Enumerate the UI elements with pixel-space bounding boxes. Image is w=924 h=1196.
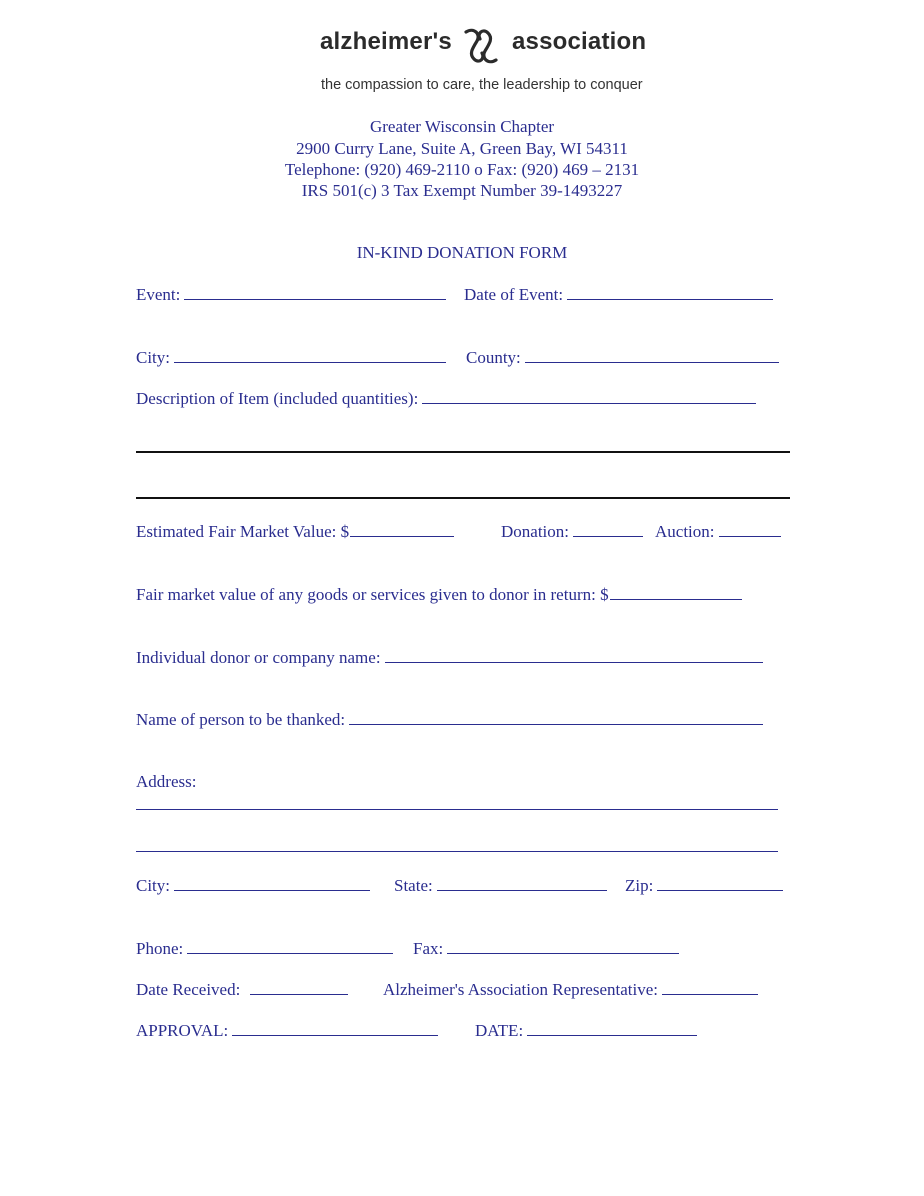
logo-left-word: alzheimer's	[320, 28, 452, 55]
chapter-address: 2900 Curry Lane, Suite A, Green Bay, WI 54311	[296, 139, 628, 158]
date-of-event-row	[464, 285, 773, 305]
description-label: Description of Item (included quantities):	[136, 389, 419, 408]
fair-market-value-label: Estimated Fair Market Value: $	[136, 522, 350, 541]
event-label: Event:	[136, 285, 181, 304]
event-row	[136, 285, 446, 305]
city-row	[136, 348, 446, 368]
address-city-row	[136, 876, 370, 896]
address-line-1[interactable]	[136, 809, 778, 810]
chapter-name: Greater Wisconsin Chapter	[369, 117, 555, 136]
state-label: State:	[394, 876, 433, 895]
address-label: Address:	[136, 772, 197, 791]
description-line-1[interactable]	[136, 451, 790, 453]
date-of-event-field[interactable]	[567, 298, 773, 300]
approval-row	[136, 1021, 438, 1041]
address-line-2[interactable]	[136, 851, 778, 852]
donation-label: Donation:	[501, 522, 569, 541]
zip-field[interactable]	[657, 889, 783, 891]
state-field[interactable]	[437, 889, 607, 891]
fax-row	[413, 939, 679, 959]
date-received-row	[136, 980, 348, 1000]
representative-row	[383, 980, 758, 1000]
date-of-event-label: Date of Event:	[464, 285, 564, 304]
representative-label: Alzheimer's Association Representative:	[383, 980, 658, 999]
phone-label: Phone:	[136, 939, 184, 958]
auction-row	[655, 522, 781, 542]
return-value-field[interactable]	[610, 598, 742, 600]
county-row	[466, 348, 779, 368]
zip-row	[625, 876, 783, 896]
donor-name-field[interactable]	[385, 661, 763, 663]
logo-symbol-icon	[460, 28, 502, 64]
phone-row	[136, 939, 393, 959]
approval-date-row	[475, 1021, 697, 1041]
state-row	[394, 876, 607, 896]
fax-field[interactable]	[447, 952, 679, 954]
donor-name-row	[136, 648, 763, 668]
description-line-2[interactable]	[136, 497, 790, 499]
chapter-irs-number: IRS 501(c) 3 Tax Exempt Number 39-1493227	[301, 181, 623, 200]
donation-field[interactable]	[573, 535, 643, 537]
date-received-field[interactable]	[250, 993, 348, 995]
return-value-label: Fair market value of any goods or services given to donor in return: $	[136, 585, 609, 604]
date-received-label: Date Received:	[136, 980, 241, 999]
alzheimers-association-logo	[320, 28, 665, 64]
chapter-phone-fax: Telephone: (920) 469-2110 o Fax: (920) 469 – 2131	[284, 160, 640, 179]
fair-market-value-row	[136, 522, 454, 542]
county-field[interactable]	[525, 361, 779, 363]
approval-field[interactable]	[232, 1034, 438, 1036]
approval-label: APPROVAL:	[136, 1021, 229, 1040]
city-field[interactable]	[174, 361, 446, 363]
donation-row	[501, 522, 643, 542]
logo-tagline: the compassion to care, the leadership to conquer	[321, 77, 643, 93]
form-title: IN-KIND DONATION FORM	[356, 243, 568, 262]
auction-field[interactable]	[719, 535, 781, 537]
approval-date-label: DATE:	[475, 1021, 524, 1040]
description-row	[136, 389, 756, 409]
thanked-field[interactable]	[349, 723, 763, 725]
phone-field[interactable]	[187, 952, 393, 954]
address-city-field[interactable]	[174, 889, 370, 891]
zip-label: Zip:	[625, 876, 654, 895]
fax-label: Fax:	[413, 939, 444, 958]
return-value-row	[136, 585, 742, 605]
city-label: City:	[136, 348, 171, 367]
representative-field[interactable]	[662, 993, 758, 995]
county-label: County:	[466, 348, 521, 367]
auction-label: Auction:	[655, 522, 715, 541]
donor-name-label: Individual donor or company name:	[136, 648, 381, 667]
description-field[interactable]	[422, 402, 756, 404]
thanked-label: Name of person to be thanked:	[136, 710, 346, 729]
approval-date-field[interactable]	[527, 1034, 697, 1036]
address-city-label: City:	[136, 876, 171, 895]
event-field[interactable]	[184, 298, 446, 300]
fair-market-value-field[interactable]	[350, 535, 454, 537]
logo-right-word: association	[512, 28, 647, 55]
thanked-row	[136, 710, 763, 730]
